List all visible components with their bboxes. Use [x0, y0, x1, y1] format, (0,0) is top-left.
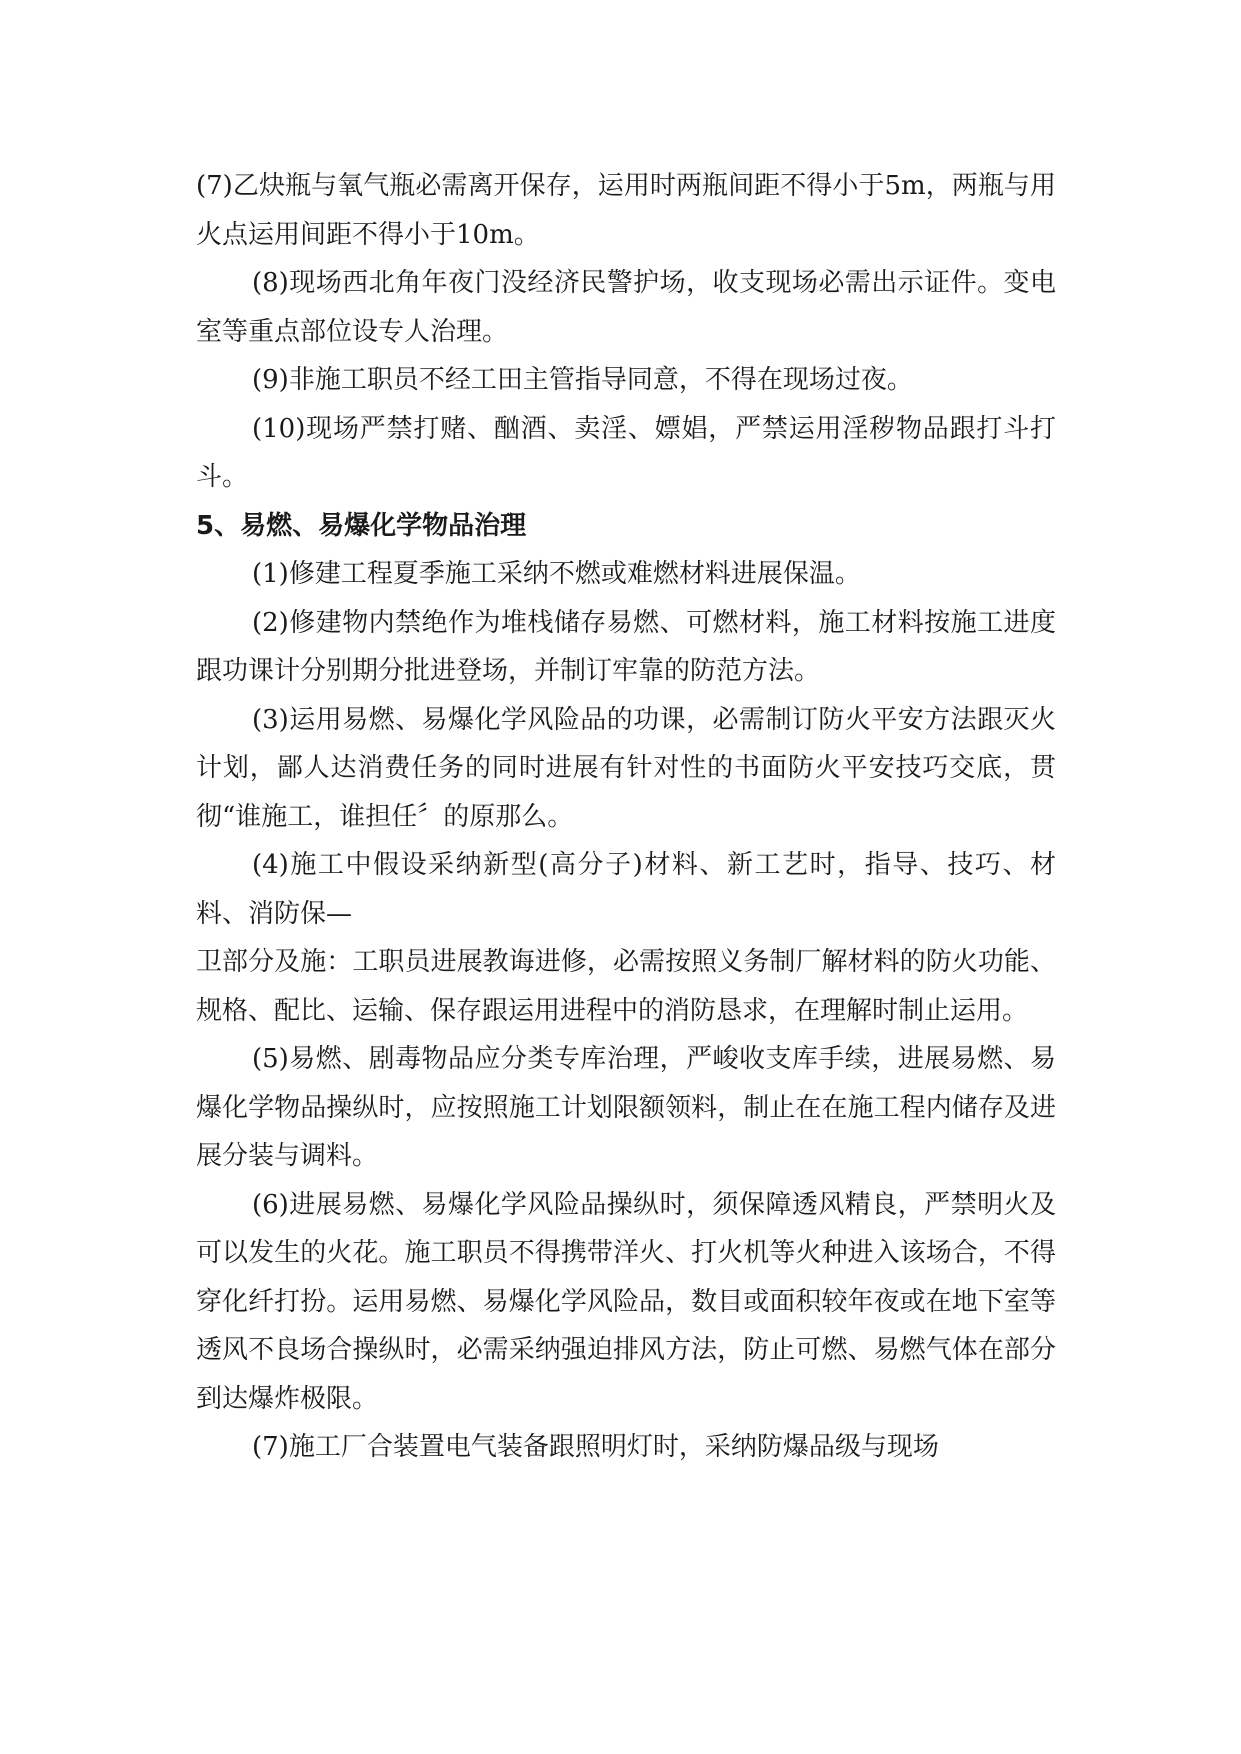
paragraph-prohibitions: (10)现场严禁打赌、酗酒、卖淫、嫖娼，严禁运用淫秽物品跟打斗打斗。 — [196, 413, 1056, 492]
document-page — [196, 162, 1056, 1472]
paragraph-storage-rules: (2)修建物内禁绝作为堆栈储存易燃、可燃材料，施工材料按施工进度跟功课计分别期分批进登场，并制订牢靠的防范方法。 — [196, 607, 1056, 686]
paragraph-insulation-materials: (1)修建工程夏季施工采纳不燃或难燃材料进展保温。 — [252, 559, 861, 589]
paragraph-acetylene-oxygen: (7)乙炔瓶与氧气瓶必需离开保存，运用时两瓶间距不得小于5m，两瓶与用火点运用间距不得小于10m。 — [196, 171, 1056, 250]
paragraph-ventilation: (6)进展易燃、易爆化学风险品操纵时，须保障透风精良，严禁明火及可以发生的火花。施工职员不得携带洋火、打火机等火种进入该场合，不得穿化纤打扮。运用易燃、易爆化学风险品，数目或面积较年夜或在地下室等透风不良场合操纵时，必需采纳强迫排风方法，防止可燃、易燃气体在部分到达爆炸极限。 — [196, 1189, 1056, 1414]
paragraph-fire-safety-plan: (3)运用易燃、易爆化学风险品的功课，必需制订防火平安方法跟灭火计划，鄙人达消费任务的同时进展有针对性的书面防火平安技巧交底，贯彻“谁施工，谁担任〞的原那么。 — [196, 704, 1056, 832]
paragraph-hazardous-storage: (5)易燃、剧毒物品应分类专库治理，严峻收支库手续，进展易燃、易爆化学物品操纵时，应按照施工计划限额领料，制止在在施工程内储存及进展分装与调料。 — [196, 1044, 1056, 1171]
paragraph-new-materials: (4)施工中假设采纳新型(高分子)材料、新工艺时，指导、技巧、材料、消防保— — [196, 850, 1056, 929]
paragraph-new-materials-continued: 卫部分及施：工职员进展教诲进修，必需按照义务制厂解材料的防火功能、规格、配比、运输、保存跟运用进程中的消防恳求，在理解时制止运用。 — [196, 947, 1056, 1026]
paragraph-gate-guard: (8)现场西北角年夜门没经济民警护场，收支现场必需出示证件。变电室等重点部位设专人治理。 — [196, 268, 1056, 347]
paragraph-explosion-proof: (7)施工厂合装置电气装备跟照明灯时，采纳防爆品级与现场 — [252, 1432, 939, 1462]
paragraph-no-overnight: (9)非施工职员不经工田主管指导同意，不得在现场过夜。 — [252, 365, 913, 395]
section-heading: 5、易燃、易爆化学物品治理 — [196, 510, 527, 541]
